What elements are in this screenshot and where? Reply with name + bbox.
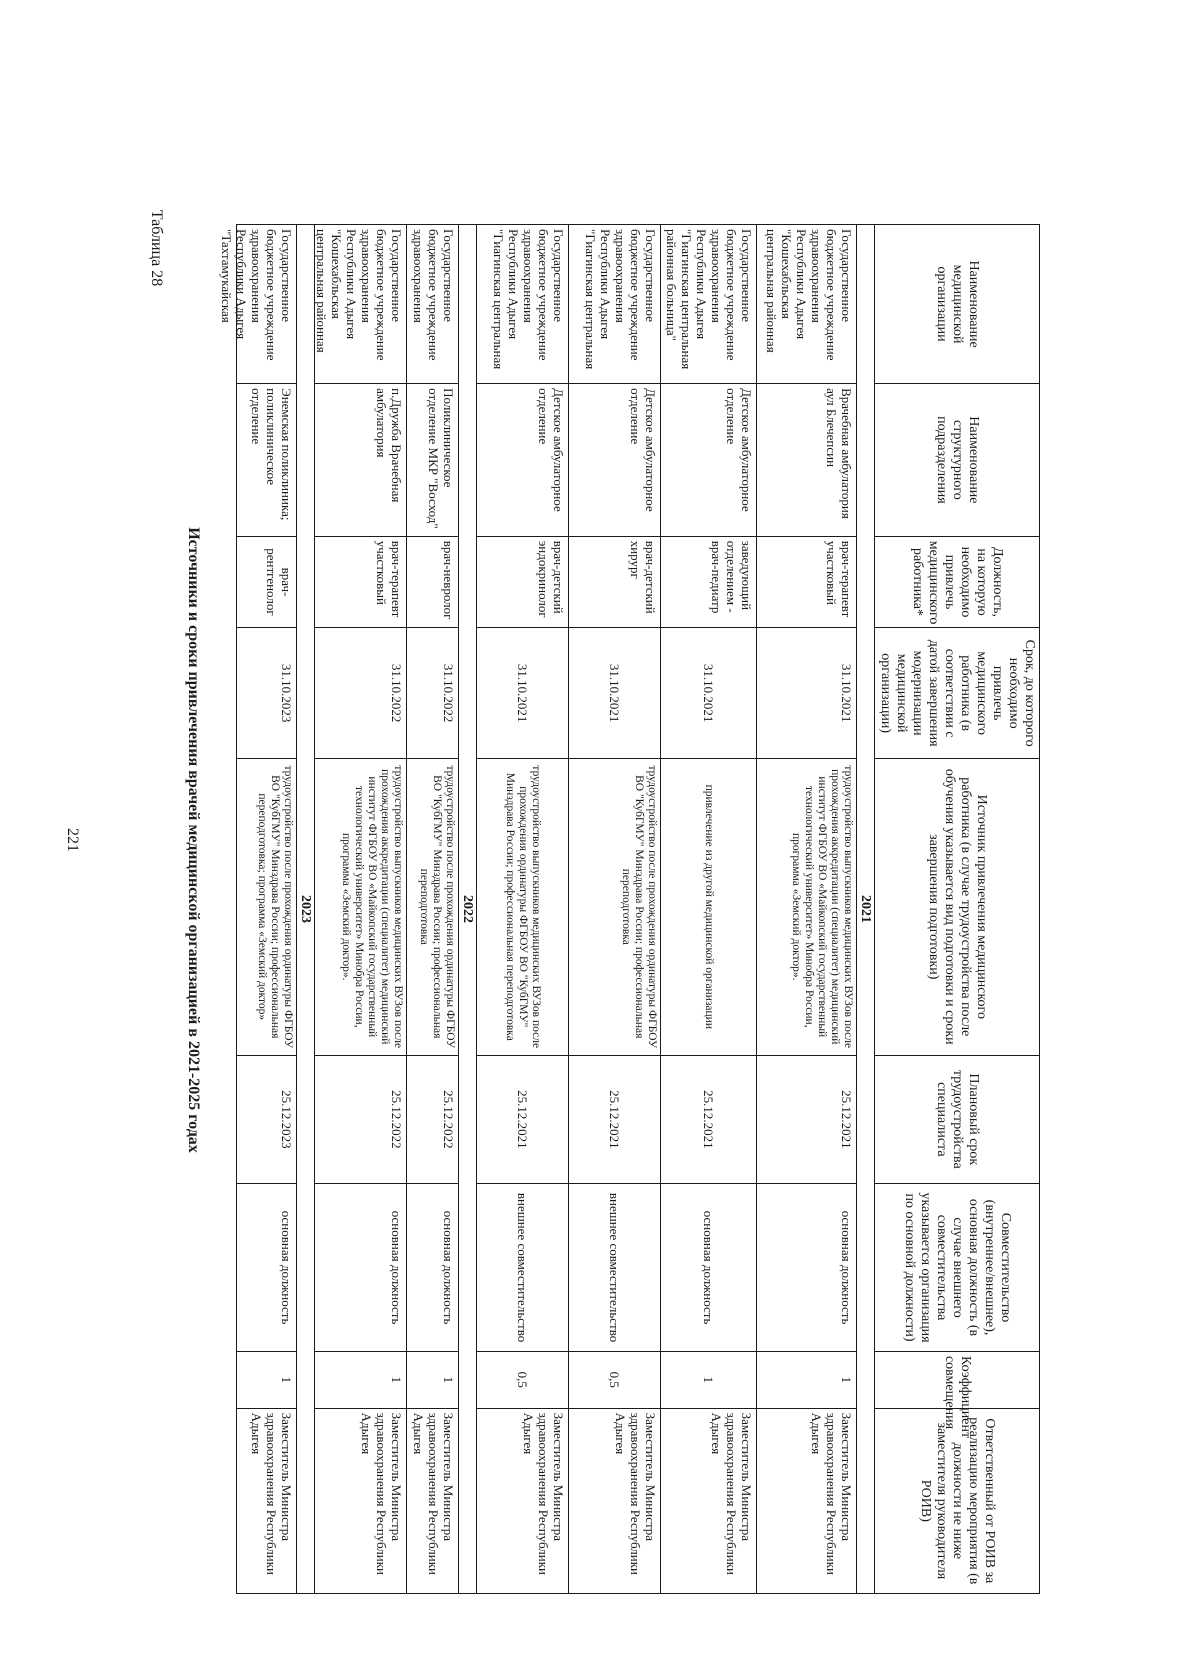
page-number: 221 <box>64 828 81 852</box>
position-cell: врач-детский эндокринолог <box>477 536 569 628</box>
coef-cell: 1 <box>407 1351 459 1408</box>
table-row <box>661 225 757 1594</box>
position-cell: заведующий отделением - врач-педиатр <box>661 536 757 628</box>
unit-cell: Детское амбулаторное отделение <box>661 384 757 537</box>
coef-cell: 1 <box>757 1351 857 1408</box>
table-row <box>569 225 661 1594</box>
combo-cell: основная должность <box>757 1184 857 1352</box>
year-row-2021: 2021 <box>857 225 875 1594</box>
header-source: Источник привлечения медицинского работника (в случае трудоустройства после обучения указывается вид подготовки и сроки завершения подготовки) <box>875 759 1040 1055</box>
deadline-cell: 31.10.2022 <box>315 628 407 759</box>
position-cell: врач-терапевт участковый <box>757 536 857 628</box>
coef-cell: 0,5 <box>477 1351 569 1408</box>
coef-cell: 0,5 <box>569 1351 661 1408</box>
combo-cell: основная должность <box>237 1184 297 1352</box>
table-row <box>757 225 857 1594</box>
coef-cell: 1 <box>237 1351 297 1408</box>
planned-cell: 25.12.2021 <box>569 1055 661 1184</box>
responsible-cell: Заместитель Министра здравоохранения Республики Адыгея <box>407 1408 459 1593</box>
header-coef: Коэффициент совмещения <box>875 1351 1040 1408</box>
planned-cell: 25.12.2022 <box>315 1055 407 1184</box>
org-cell: Государственное бюджетное учреждение здравоохранения Республики Адыгея "Кошехабльская центральная районная <box>314 229 404 361</box>
combo-cell: основная должность <box>407 1184 459 1352</box>
source-cell: трудоустройство выпускников медицинских ВУЗов после прохождения ординатуры ФГБОУ ВО "КубГМУ" Минздрава России; профессиональная переподготовка <box>477 759 569 1055</box>
header-planned: Плановый срок трудоустройства специалиста <box>875 1055 1040 1184</box>
deadline-cell: 31.10.2021 <box>661 628 757 759</box>
position-cell: врач-детский хирург <box>569 536 661 628</box>
rotated-table-sheet <box>220 224 1040 1594</box>
header-position: Должность, на которую необходимо привлечь медицинского работника* <box>875 536 1040 628</box>
unit-cell: п.Дружба Врачебная амбулатория <box>315 384 407 537</box>
planned-cell: 25.12.2022 <box>407 1055 459 1184</box>
responsible-cell: Заместитель Министра здравоохранения Республики Адыгея <box>237 1408 297 1593</box>
planned-cell: 25.12.2023 <box>237 1055 297 1184</box>
combo-cell: основная должность <box>315 1184 407 1352</box>
planned-cell: 25.12.2021 <box>661 1055 757 1184</box>
header-row <box>875 225 1040 1594</box>
responsible-cell: Заместитель Министра здравоохранения Республики Адыгея <box>661 1408 757 1593</box>
planned-cell: 25.12.2021 <box>757 1055 857 1184</box>
combo-cell: внешнее совместительство <box>477 1184 569 1352</box>
header-deadline: Срок, до которого необходимо привлечь медицинского работника (в соответствии с датой завершения модернизации медицинской организации) <box>875 628 1040 759</box>
combo-cell: внешнее совместительство <box>569 1184 661 1352</box>
table-row <box>407 225 459 1594</box>
header-combo: Совместительство (внутреннее/внешнее), основная должность (в случае внешнего совместительства указывается организация по основной должности) <box>875 1184 1040 1352</box>
table-row <box>315 225 407 1594</box>
deadline-cell: 31.10.2022 <box>407 628 459 759</box>
coef-cell: 1 <box>661 1351 757 1408</box>
year-row-2023: 2023 <box>297 225 315 1594</box>
deadline-cell: 31.10.2021 <box>569 628 661 759</box>
unit-cell: Детское амбулаторное отделение <box>477 384 569 537</box>
position-cell: врач-терапевт участковый <box>315 536 407 628</box>
org-cell: Государственное бюджетное учреждение здравоохранения Республики Адыгея "Тахтамукайская <box>219 229 294 361</box>
org-cell: Государственное бюджетное учреждение здравоохранения Республики Адыгея "Гиагинская центральная <box>583 229 658 370</box>
deadline-cell: 31.10.2021 <box>477 628 569 759</box>
source-cell: трудоустройство после прохождения ординатуры ФГБОУ ВО "КубГМУ" Минздрава России; профессиональная переподготовка <box>569 759 661 1055</box>
org-cell: Государственное бюджетное учреждение здравоохранения Республики Адыгея "Гиагинская центральная районная больница" <box>664 229 754 370</box>
org-cell: Государственное бюджетное учреждение здравоохранения <box>407 225 459 384</box>
unit-cell: Врачебная амбулатория аул Блечепсин <box>757 384 857 537</box>
planned-cell: 25.12.2021 <box>477 1055 569 1184</box>
responsible-cell: Заместитель Министра здравоохранения Республики Адыгея <box>757 1408 857 1593</box>
source-cell: трудоустройство выпускников медицинских ВУЗов после прохождения аккредитации (специалитет) медицинский институт ФГБОУ ВО «Майкопский государственный технологический университет» Минобра России, программа «Земский доктор». <box>757 759 857 1055</box>
deadline-cell: 31.10.2023 <box>237 628 297 759</box>
source-cell: трудоустройство после прохождения ординатуры ФГБОУ ВО "КубГМУ" Минздрава России; профессиональная переподготовка; программа «Земский доктор» <box>237 759 297 1055</box>
unit-cell: Поликлиническое отделение МКР "Восход" <box>407 384 459 537</box>
table-label: Таблица 28 <box>148 209 165 287</box>
responsible-cell: Заместитель Министра здравоохранения Республики Адыгея <box>315 1408 407 1593</box>
org-cell: Государственное бюджетное учреждение здравоохранения Республики Адыгея "Кошехабльская центральная районная <box>764 229 854 361</box>
header-org: Наименование медицинской организации <box>875 225 1040 384</box>
unit-cell: Энемская поликлиника; поликлиническое отделение <box>237 384 297 537</box>
deadline-cell: 31.10.2021 <box>757 628 857 759</box>
unit-cell: Детское амбулаторное отделение <box>569 384 661 537</box>
document-title: Источники и сроки привлечения врачей медицинской организацией в 2021-2025 годах <box>185 527 202 1153</box>
recruitment-table <box>219 224 1040 1594</box>
responsible-cell: Заместитель Министра здравоохранения Республики Адыгея <box>477 1408 569 1593</box>
header-unit: Наименование структурного подразделения <box>875 384 1040 537</box>
source-cell: привлечение из другой медицинской организации <box>661 759 757 1055</box>
combo-cell: основная должность <box>661 1184 757 1352</box>
source-cell: трудоустройство выпускников медицинских ВУЗов после прохождения аккредитации (специалитет) медицинский институт ФГБОУ ВО «Майкопский государственный технологический университет» Минобра России, программа «Земский доктор». <box>315 759 407 1055</box>
org-cell: Государственное бюджетное учреждение здравоохранения Республики Адыгея "Гиагинская центральная <box>491 229 566 370</box>
coef-cell: 1 <box>315 1351 407 1408</box>
position-cell: врач-невролог <box>407 536 459 628</box>
table-row <box>477 225 569 1594</box>
table-row <box>237 225 297 1594</box>
source-cell: трудоустройство после прохождения ординатуры ФГБОУ ВО "КубГМУ" Минздрава России; профессиональная переподготовка <box>407 759 459 1055</box>
year-row-2022: 2022 <box>459 225 477 1594</box>
header-responsible: Ответственный от РОИВ за реализацию мероприятия (в должности не ниже заместителя руководителя РОИВ) <box>875 1408 1040 1593</box>
responsible-cell: Заместитель Министра здравоохранения Республики Адыгея <box>569 1408 661 1593</box>
position-cell: врач-рентгенолог <box>237 536 297 628</box>
